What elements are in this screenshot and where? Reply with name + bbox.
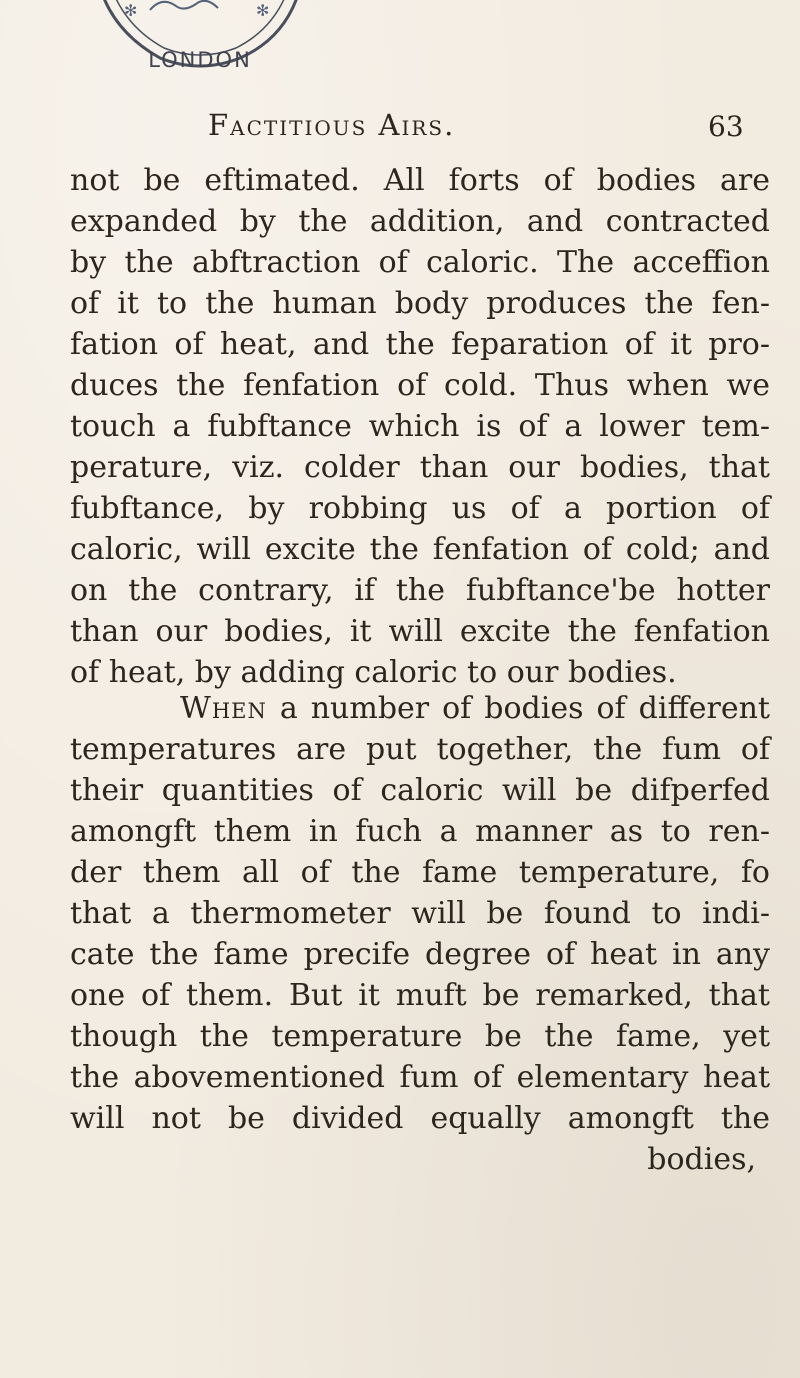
paragraph-opening-line [70,688,770,729]
library-stamp [80,0,320,85]
stamp-seal-graphic [80,0,320,85]
opening-line-rest: a number of bodies of different [279,691,770,726]
stamp-label: LONDON [148,48,252,72]
catchword: bodies, [647,1142,756,1177]
text-line: cate the fame precife degree of heat in any [70,937,770,972]
text-line: caloric, will excite the fenfation of cold; and [70,532,770,567]
text-line: fation of heat, and the feparation of it pro- [70,327,770,362]
running-title: Factitious Airs. [208,108,456,142]
text-line: der them all of the fame temperature, fo [70,855,770,890]
text-line: duces the fenfation of cold. Thus when we [70,368,770,403]
text-line: by the abftraction of caloric. The acceffion [70,245,770,280]
page-number: 63 [708,110,744,143]
text-line: that a thermometer will be found to indi- [70,896,770,931]
svg-text:✻: ✻ [256,1,270,20]
text-line: of heat, by adding caloric to our bodies. [70,655,677,690]
opening-word: When [180,691,267,726]
svg-text:✻: ✻ [124,1,138,20]
text-line: than our bodies, it will excite the fenfation [70,614,770,649]
text-line: amongft them in fuch a manner as to ren- [70,814,770,849]
text-line: their quantities of caloric will be difperfed [70,773,770,808]
text-line: of it to the human body produces the fen- [70,286,770,321]
page-header [0,108,800,154]
text-line: temperatures are put together, the fum of [70,732,770,767]
text-line: the abovementioned fum of elementary heat [70,1060,770,1095]
text-line: touch a fubftance which is of a lower tem- [70,409,770,444]
text-line: fubftance, by robbing us of a portion of [70,491,770,526]
text-line: though the temperature be the fame, yet [70,1019,770,1054]
text-line: perature, viz. colder than our bodies, that [70,450,770,485]
text-line: will not be divided equally amongft the [70,1101,770,1136]
paragraph-2 [70,688,770,1180]
text-line: one of them. But it muft be remarked, that [70,978,770,1013]
text-line: expanded by the addition, and contracted [70,204,770,239]
paragraph-1 [70,160,770,693]
text-line: not be eftimated. All forts of bodies are [70,163,770,198]
text-line: on the contrary, if the fubftance'be hotter [70,573,770,608]
